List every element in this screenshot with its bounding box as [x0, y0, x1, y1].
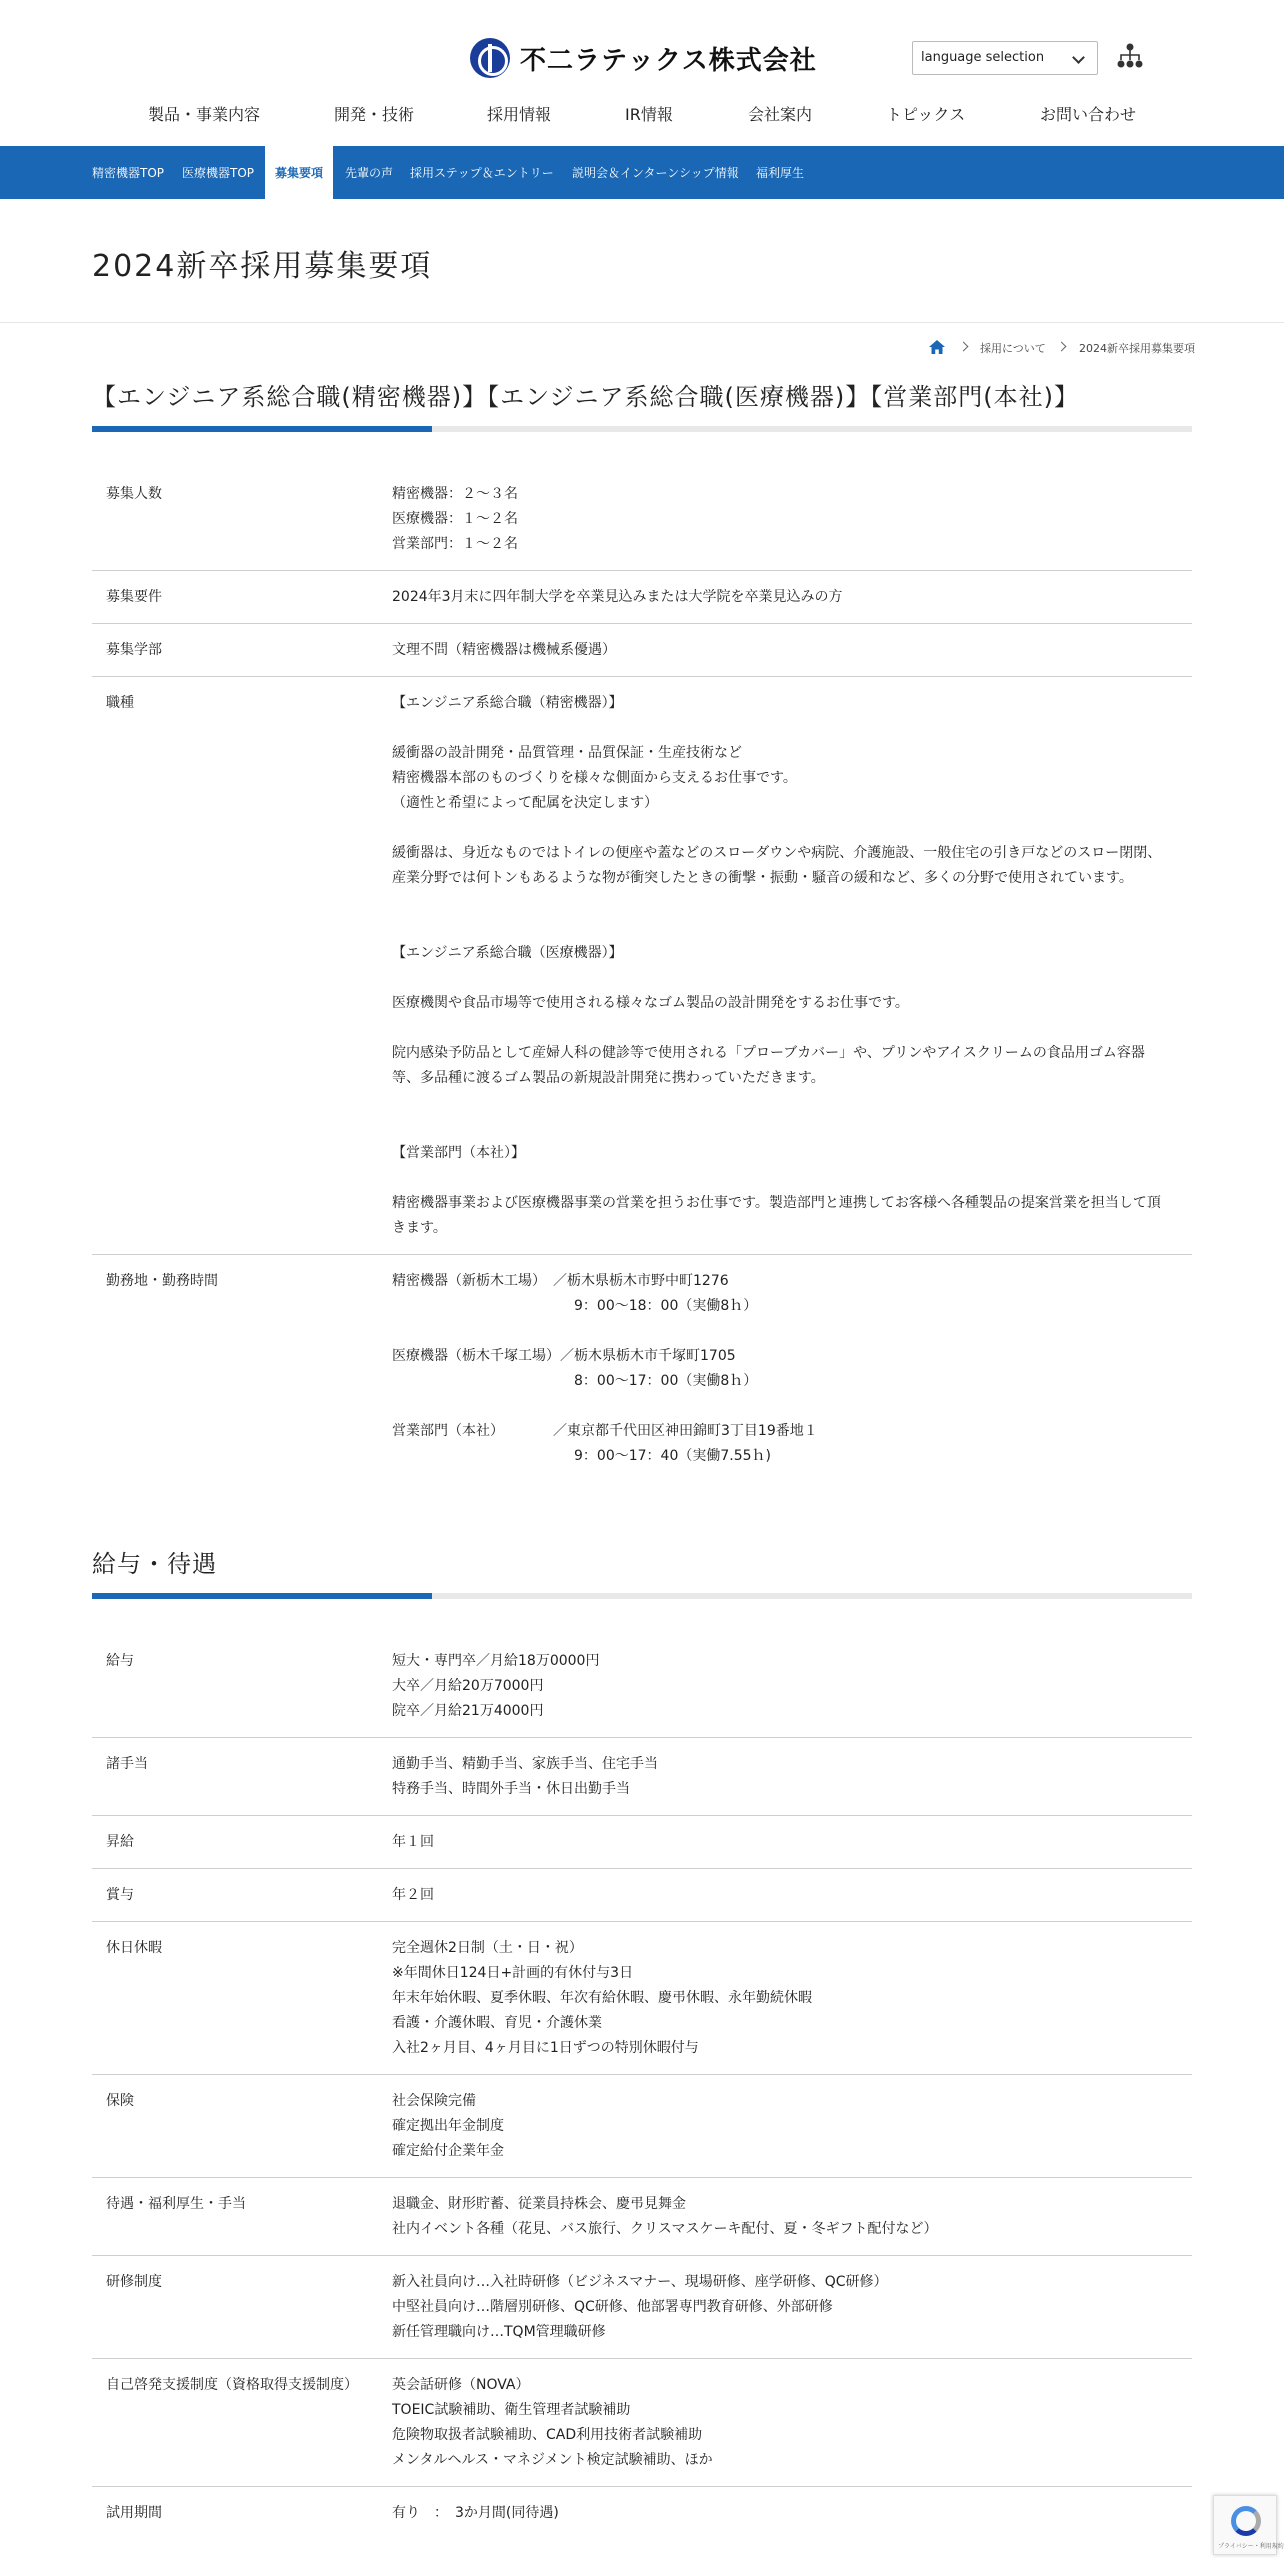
table-row: [92, 1869, 1192, 1922]
value-line: 医療機器：１～２名: [392, 511, 518, 527]
table-row: [92, 571, 1192, 624]
value-line: 年末年始休暇、夏季休暇、年次有給休暇、慶弔休暇、永年勤続休暇: [392, 1990, 812, 2006]
subnav-seminar[interactable]: 説明会＆インターンシップ情報: [572, 166, 739, 180]
table-row: [92, 2359, 1192, 2487]
home-icon[interactable]: [928, 339, 946, 355]
sitemap-icon[interactable]: [1116, 42, 1144, 70]
row-label: 勤務地・勤務時間: [106, 1273, 218, 1289]
row-value: [392, 624, 1192, 677]
value-line: 看護・介護休暇、育児・介護休業: [392, 2015, 602, 2031]
value-line: [392, 1016, 1192, 1041]
section-heading-positions: [92, 377, 1192, 432]
row-label: 職種: [92, 677, 392, 1255]
row-value: [392, 2075, 1192, 2178]
row-label: 募集人数: [92, 468, 392, 571]
breadcrumb-recruit[interactable]: 採用について: [980, 342, 1046, 355]
value-line: 年１回: [392, 1834, 434, 1850]
value-line: 新入社員向け…入社時研修（ビジネスマナー、現場研修、座学研修、QC研修）: [392, 2274, 888, 2290]
value-line: 医療機関や食品市場等で使用される様々なゴム製品の設計開発をするお仕事です。: [392, 995, 909, 1011]
table-row: [92, 2178, 1192, 2256]
value-line: 新任管理職向け…TQM管理職研修: [392, 2324, 606, 2340]
value-line: 英会話研修（NOVA）: [392, 2377, 530, 2393]
row-value: [392, 1922, 1192, 2075]
language-select[interactable]: [912, 41, 1098, 75]
nav-company[interactable]: 会社案内: [748, 105, 813, 124]
table-row: [92, 1816, 1192, 1869]
subnav-precision-top[interactable]: 精密機器TOP: [92, 166, 165, 180]
nav-contact[interactable]: お問い合わせ: [1040, 105, 1137, 124]
site-header: [0, 0, 1284, 146]
value-line: 院卒／月給21万4000円: [392, 1703, 544, 1719]
value-line: ※年間休日124日+計画的有休付与3日: [392, 1965, 634, 1981]
subnav-welfare[interactable]: 福利厚生: [756, 166, 805, 180]
table-row: [92, 1255, 1192, 1483]
value-line: 2024年3月末に四年制大学を卒業見込みまたは大学院を卒業見込みの方: [392, 589, 843, 605]
value-line: 通勤手当、精勤手当、家族手当、住宅手当: [392, 1756, 658, 1772]
value-line: [392, 966, 1192, 991]
value-line: 社内イベント各種（花見、バス旅行、クリスマスケーキ配付、夏・冬ギフト配付など）: [392, 2221, 938, 2237]
value-line: きます。: [392, 1220, 447, 1236]
value-line: 完全週休2日制（土・日・祝）: [392, 1940, 583, 1956]
company-name: 不二ラテックス株式会社: [520, 45, 817, 76]
value-line: 社会保険完備: [392, 2093, 476, 2109]
table-row: [92, 468, 1192, 571]
table-row: [92, 677, 1192, 1255]
row-label: 自己啓発支援制度（資格取得支援制度）: [92, 2359, 392, 2487]
row-label: 給与: [92, 1635, 392, 1738]
table-row: [92, 1922, 1192, 2075]
breadcrumb: [0, 323, 1284, 369]
value-line: （適性と希望によって配属を決定します）: [392, 795, 658, 811]
section-heading-salary: [92, 1544, 1192, 1599]
nav-recruit[interactable]: 採用情報: [487, 105, 552, 124]
language-select-label: language selection: [921, 50, 1045, 65]
value-line: [392, 1319, 1192, 1344]
subnav-entry[interactable]: 採用ステップ＆エントリー: [410, 166, 554, 180]
value-line: 危険物取扱者試験補助、CAD利用技術者試験補助: [392, 2427, 703, 2443]
row-label: 試用期間: [106, 2505, 162, 2521]
row-value: [392, 468, 1192, 571]
value-line: [392, 1116, 1192, 1141]
recaptcha-icon: [1231, 2506, 1261, 2536]
breadcrumb-current: 2024新卒採用募集要項: [1079, 342, 1195, 355]
row-label: 保険: [92, 2075, 392, 2178]
value-line: 【エンジニア系総合職（精密機器）】: [392, 695, 623, 711]
value-line: 精密機器：２～３名: [392, 486, 518, 502]
value-line: 緩衝器の設計開発・品質管理・品質保証・生産技術など: [392, 745, 742, 761]
value-line: [392, 1394, 1192, 1419]
value-line: 営業部門（本社） ／東京都千代田区神田錦町3丁目19番地１: [392, 1423, 818, 1439]
row-label: 諸手当: [92, 1738, 392, 1816]
breadcrumb-separator-icon: [959, 342, 969, 352]
value-line: 精密機器本部のものづくりを様々な側面から支えるお仕事です。: [392, 770, 797, 786]
value-line: 【エンジニア系総合職（医療機器）】: [392, 945, 623, 961]
value-line: [392, 1166, 1192, 1191]
value-line: TOEIC試験補助、衛生管理者試験補助: [392, 2402, 631, 2418]
value-line: [392, 816, 1192, 841]
table-row: [92, 2487, 1192, 2540]
company-logo[interactable]: [470, 38, 817, 78]
value-line: メンタルヘルス・マネジメント検定試験補助、ほか: [392, 2452, 713, 2468]
nav-topics[interactable]: トピックス: [886, 105, 966, 124]
row-value: [392, 677, 1192, 1255]
row-value: [392, 1255, 1192, 1483]
value-line: [392, 916, 1192, 941]
value-line: 営業部門：１～２名: [392, 536, 518, 552]
subnav-medical-top[interactable]: 医療機器TOP: [182, 166, 255, 180]
chevron-down-icon: [1072, 51, 1085, 64]
value-line: 精密機器（新栃木工場） ／栃木県栃木市野中町1276: [392, 1273, 729, 1289]
row-label: 昇給: [92, 1816, 392, 1869]
table-row: [92, 2075, 1192, 2178]
title-band: [0, 199, 1284, 323]
recaptcha-terms: プライバシー・利用規約: [1218, 2543, 1284, 2550]
value-line: 院内感染予防品として産婦人科の健診等で使用される「プローブカバー」や、プリンやアイスクリームの食品用ゴム容器: [392, 1045, 1145, 1061]
table-row: [92, 1635, 1192, 1738]
table-row: [92, 1738, 1192, 1816]
value-line: 【営業部門（本社）】: [392, 1145, 525, 1161]
value-line: 産業分野では何トンもあるような物が衝突したときの衝撃・振動・騒音の緩和など、多くの分野で使用されています。: [392, 870, 1133, 886]
row-value: [392, 2178, 1192, 2256]
value-line: 9：00～17：40（実働7.55ｈ): [392, 1448, 771, 1464]
row-label: 募集要件: [92, 571, 392, 624]
row-value: [392, 571, 1192, 624]
value-line: 等、多品種に渡るゴム製品の新規設計開発に携わっていただきます。: [392, 1070, 825, 1086]
value-line: 短大・専門卒／月給18万0000円: [392, 1653, 600, 1669]
page-title: 2024新卒採用募集要項: [92, 249, 433, 284]
value-line: 特務手当、時間外手当・休日出勤手当: [392, 1781, 630, 1797]
row-label: 待遇・福利厚生・手当: [92, 2178, 392, 2256]
row-value: [392, 1816, 1192, 1869]
table-row: [92, 624, 1192, 677]
row-label: 賞与: [92, 1869, 392, 1922]
nav-products[interactable]: 製品・事業内容: [148, 105, 261, 124]
value-line: 精密機器事業および医療機器事業の営業を担うお仕事です。製造部門と連携してお客様へ各種製品の提案営業を担当して頂: [392, 1195, 1161, 1211]
nav-development[interactable]: 開発・技術: [334, 105, 415, 124]
value-line: 有り ： 3か月間(同待遇): [392, 2505, 559, 2521]
recaptcha-badge[interactable]: [1213, 2495, 1284, 2555]
row-value: [392, 2359, 1192, 2487]
value-line: 文理不問（精密機器は機械系優遇）: [392, 642, 616, 658]
value-line: 退職金、財形貯蓄、従業員持株会、慶弔見舞金: [392, 2196, 686, 2212]
section-title: 給与・待遇: [92, 1550, 217, 1578]
row-value: [392, 1635, 1192, 1738]
value-line: [392, 891, 1192, 916]
requirements-table: [92, 468, 1192, 1482]
row-label: 募集学部: [92, 624, 392, 677]
value-line: 9：00～18：00（実働8ｈ）: [392, 1298, 758, 1314]
section-title: 【エンジニア系総合職(精密機器)】【エンジニア系総合職(医療機器)】【営業部門(本社)】: [92, 383, 1079, 411]
breadcrumb-separator-icon: [1057, 342, 1067, 352]
value-line: [392, 716, 1192, 741]
value-line: 大卒／月給20万7000円: [392, 1678, 544, 1694]
subnav-requirements[interactable]: 募集要項: [265, 146, 333, 199]
row-value: [392, 1738, 1192, 1816]
table-row: [92, 2256, 1192, 2359]
logo-mark-icon: [470, 38, 510, 78]
value-line: 確定拠出年金制度: [392, 2118, 504, 2134]
value-line: 緩衝器は、身近なものではトイレの便座や蓋などのスローダウンや病院、介護施設、一般住宅の引き戸などのスロー閉閉、: [392, 845, 1162, 861]
section-underline: [92, 426, 1192, 432]
value-line: 確定給付企業年金: [392, 2143, 504, 2159]
row-value: [392, 2487, 1192, 2540]
section-underline: [92, 1593, 1192, 1599]
row-label: 研修制度: [92, 2256, 392, 2359]
salary-table: [92, 1635, 1192, 2539]
value-line: 医療機器（栃木千塚工場）／栃木県栃木市千塚町1705: [392, 1348, 736, 1364]
value-line: 入社2ヶ月目、4ヶ月目に1日ずつの特別休暇付与: [392, 2040, 699, 2056]
subnav-voices[interactable]: 先輩の声: [345, 166, 394, 180]
row-value: [392, 1869, 1192, 1922]
value-line: 中堅社員向け…階層別研修、QC研修、他部署専門教育研修、外部研修: [392, 2299, 833, 2315]
row-value: [392, 2256, 1192, 2359]
value-line: [392, 1091, 1192, 1116]
value-line: 年２回: [392, 1887, 434, 1903]
recruit-subnav: [0, 146, 1284, 199]
row-label: 休日休暇: [92, 1922, 392, 2075]
value-line: 8：00～17：00（実働8ｈ）: [392, 1373, 758, 1389]
nav-ir[interactable]: IR情報: [625, 105, 673, 124]
